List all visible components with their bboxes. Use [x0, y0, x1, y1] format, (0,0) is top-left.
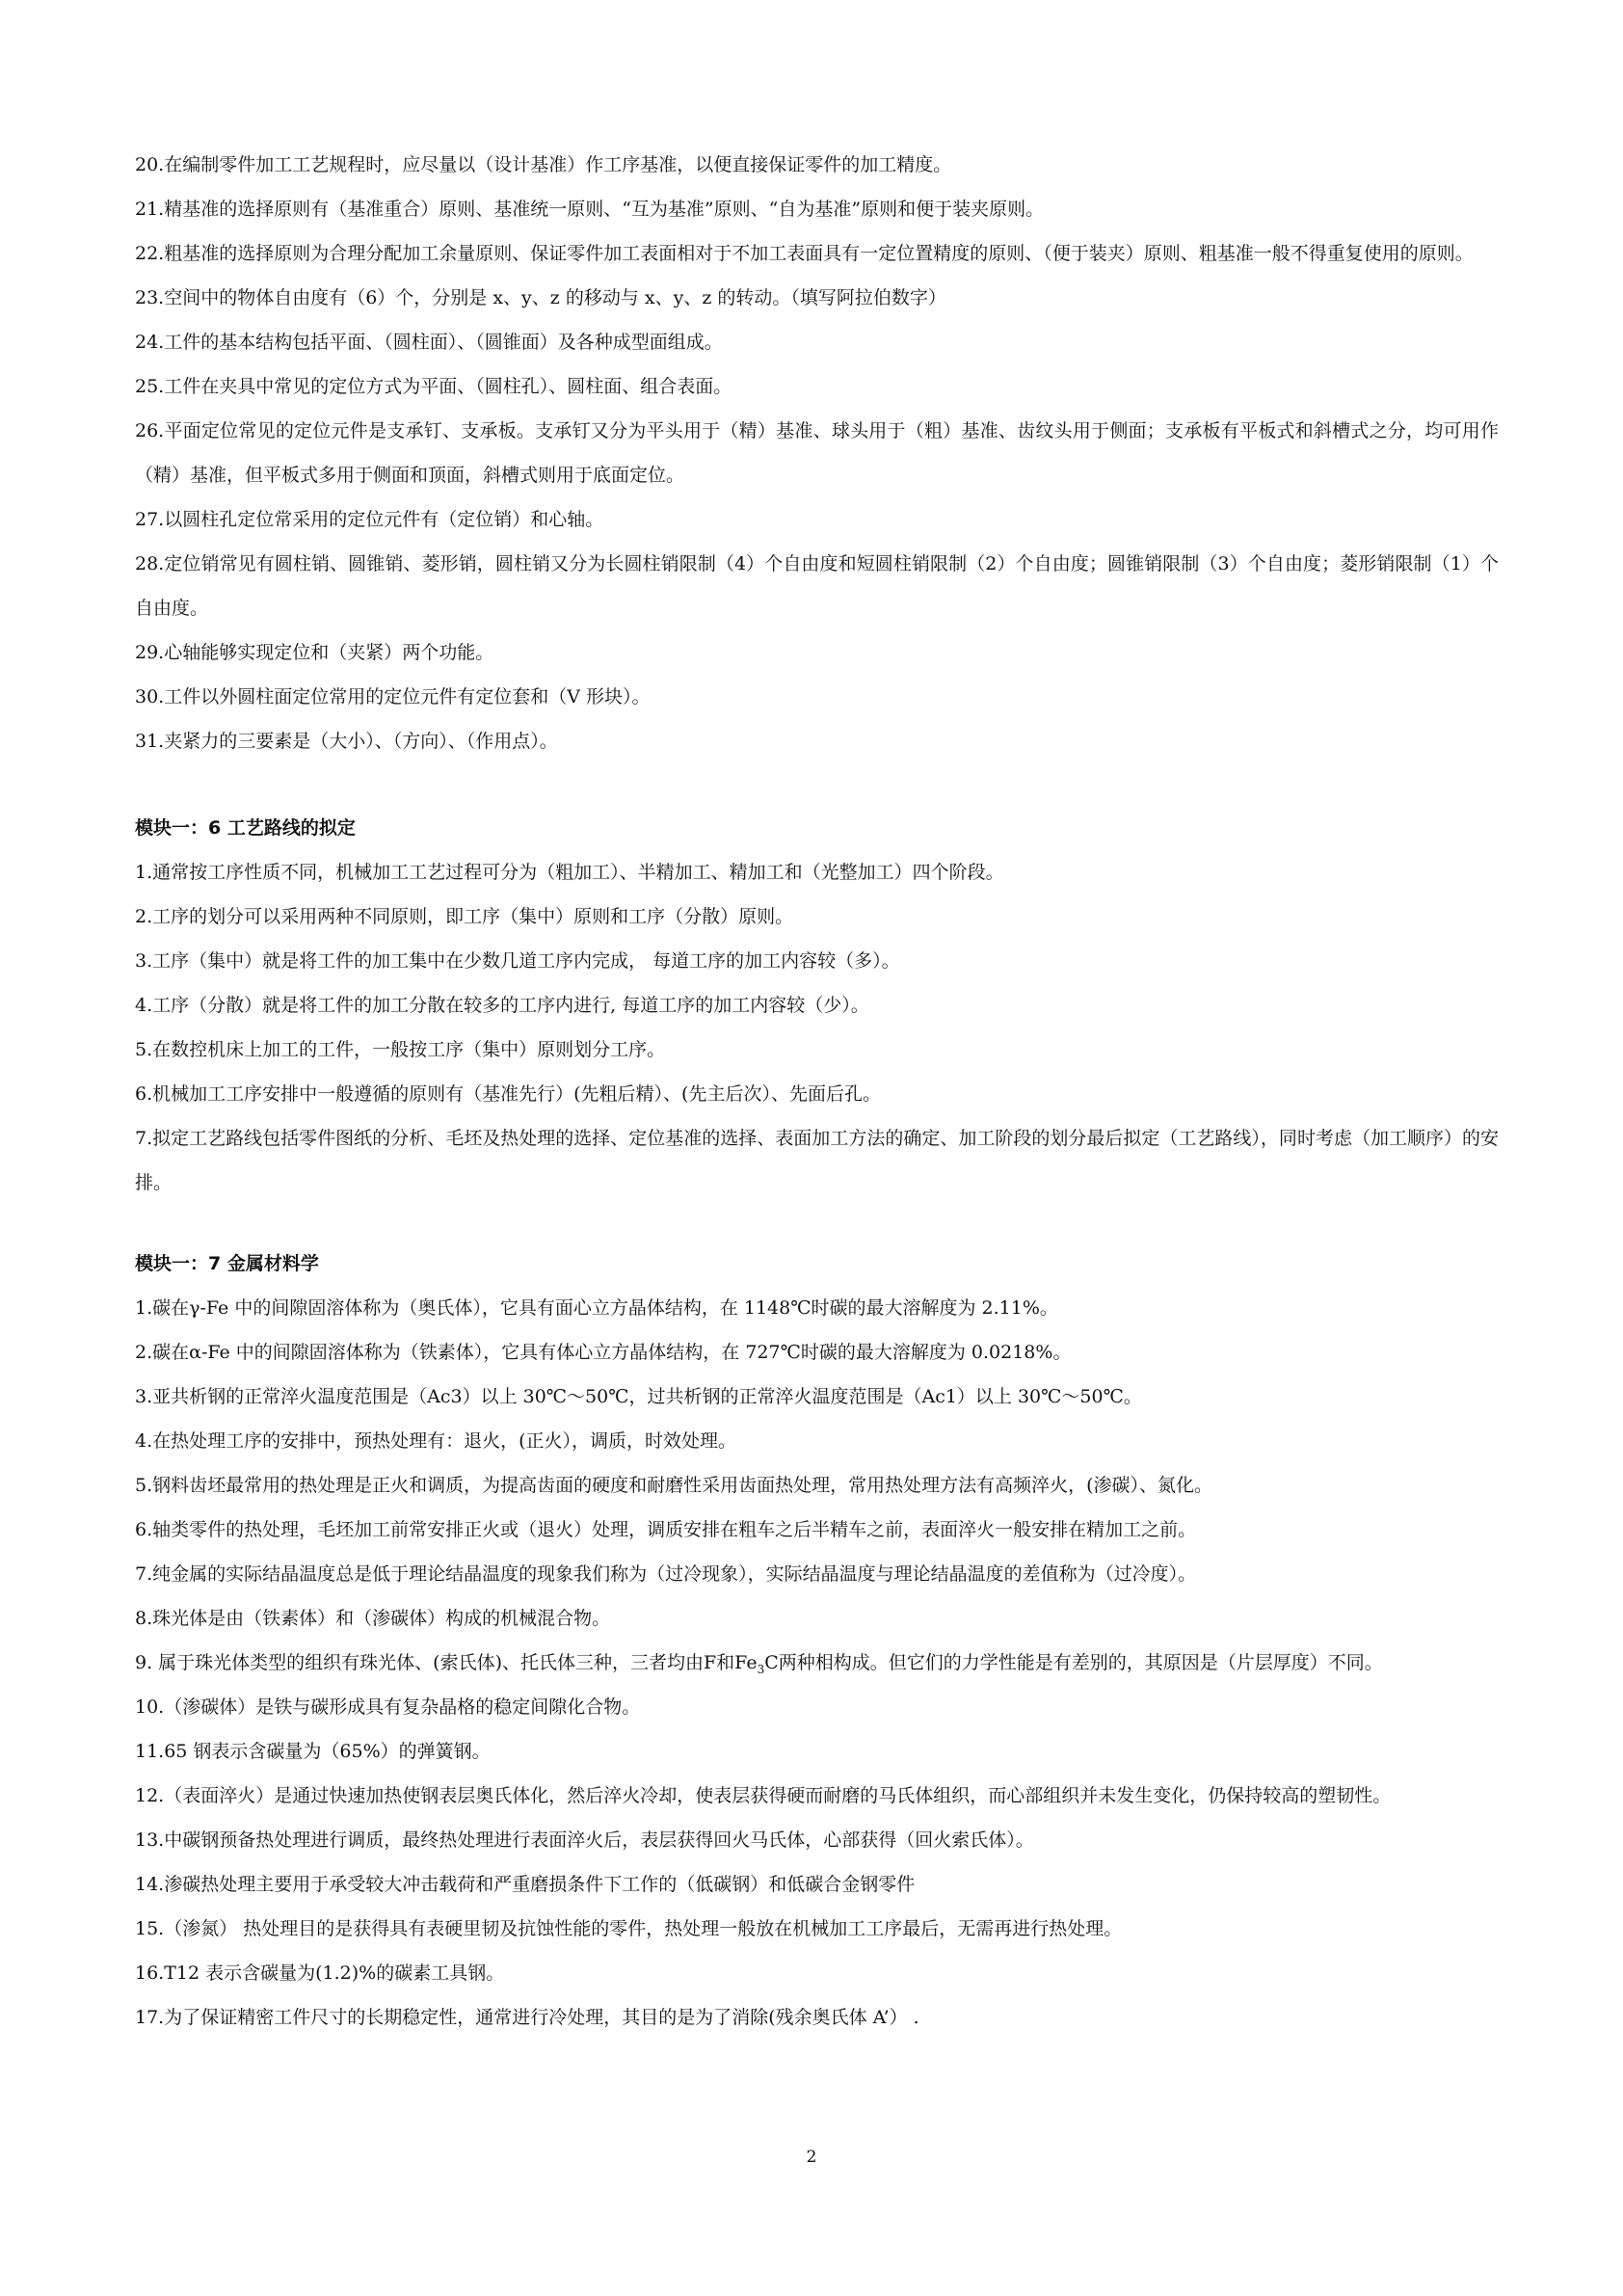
list-item	[135, 1641, 1499, 1685]
section-spacer	[135, 763, 1499, 806]
list-item: 1.通常按工序性质不同，机械加工工艺过程可分为（粗加工）、半精加工、精加工和（光整加工）四个阶段。	[135, 862, 1004, 883]
list-item: 6.机械加工工序安排中一般遵循的原则有（基准先行）(先粗后精）、(先主后次）、先面后孔。	[135, 1083, 881, 1105]
list-item: 4.工序（分散）就是将工件的加工分散在较多的工序内进行, 每道工序的加工内容较（少）。	[135, 995, 869, 1016]
list-item: 4.在热处理工序的安排中，预热处理有：退火，(正火），调质，时效处理。	[135, 1430, 737, 1452]
list-item: 11.65 钢表示含碳量为（65%）的弹簧钢。	[135, 1741, 491, 1762]
page-number: 2	[806, 2148, 817, 2167]
list-item: 16.T12 表示含碳量为(1.2)%的碳素工具钢。	[135, 1962, 505, 1984]
list-item: 30.工件以外圆柱面定位常用的定位元件有定位套和（V 形块）。	[135, 686, 651, 707]
list-item: 3.亚共析钢的正常淬火温度范围是（Ac3）以上 30℃～50℃，过共析钢的正常淬火温度范围是（Ac1）以上 30℃～50℃。	[135, 1386, 1142, 1407]
list-item: 22.粗基准的选择原则为合理分配加工余量原则、保证零件加工表面相对于不加工表面具有一定位置精度的原则、（便于装夹）原则、粗基准一般不得重复使用的原则。	[135, 243, 1474, 264]
list-item: 23.空间中的物体自由度有（6）个，分别是 x、y、z 的移动与 x、y、z 的转动。（填写阿拉伯数字）	[135, 287, 946, 308]
list-item: 5.钢料齿坯最常用的热处理是正火和调质，为提高齿面的硬度和耐磨性采用齿面热处理，常用热处理方法有高频淬火，(渗碳）、氮化。	[135, 1475, 1213, 1496]
list-item: 7.拟定工艺路线包括零件图纸的分析、毛坯及热处理的选择、定位基准的选择、表面加工方法的确定、加工阶段的划分最后拟定（工艺路线），同时考虑（加工顺序）的安排。	[135, 1128, 1499, 1193]
list-item: 13.中碳钢预备热处理进行调质，最终热处理进行表面淬火后，表层获得回火马氏体，心部获得（回火索氏体）。	[135, 1829, 1034, 1851]
section-heading: 模块一：7 金属材料学	[135, 1253, 319, 1274]
list-item: 1.碳在γ-Fe 中的间隙固溶体称为（奥氏体），它具有面心立方晶体结构，在 1148℃时碳的最大溶解度为 2.11%。	[135, 1297, 1058, 1319]
list-item: 5.在数控机床上加工的工件，一般按工序（集中）原则划分工序。	[135, 1039, 666, 1060]
subscript-text: 3	[757, 1662, 765, 1676]
list-item: 21.精基准的选择原则有（基准重合）原则、基准统一原则、“互为基准”原则、“自为基准”原则和便于装夹原则。	[135, 199, 1045, 220]
list-item: 29.心轴能够实现定位和（夹紧）两个功能。	[135, 642, 494, 663]
page-content	[135, 143, 1499, 2040]
list-item: 15.（渗氮） 热处理目的是获得具有表硬里韧及抗蚀性能的零件，热处理一般放在机械加工工序最后，无需再进行热处理。	[135, 1918, 1123, 1939]
list-item: 2.碳在α-Fe 中的间隙固溶体称为（铁素体），它具有体心立方晶体结构，在 727℃时碳的最大溶解度为 0.0218%。	[135, 1342, 1072, 1363]
list-item: 10.（渗碳体）是铁与碳形成具有复杂晶格的稳定间隙化合物。	[135, 1696, 641, 1718]
list-item: 6.轴类零件的热处理，毛坯加工前常安排正火或（退火）处理，调质安排在粗车之后半精车之前，表面淬火一般安排在精加工之前。	[135, 1519, 1197, 1540]
list-item: 2.工序的划分可以采用两种不同原则，即工序（集中）原则和工序（分散）原则。	[135, 906, 794, 927]
list-item: 3.工序（集中）就是将工件的加工集中在少数几道工序内完成， 每道工序的加工内容较（多）。	[135, 950, 900, 972]
list-item: 12.（表面淬火）是通过快速加热使钢表层奥氏体化，然后淬火冷却，使表层获得硬而耐磨的马氏体组织，而心部组织并未发生变化，仍保持较高的塑韧性。	[135, 1785, 1392, 1806]
section-heading: 模块一：6 工艺路线的拟定	[135, 817, 356, 839]
list-item: 24.工件的基本结构包括平面、（圆柱面）、（圆锥面）及各种成型面组成。	[135, 332, 723, 353]
list-item-text: 9. 属于珠光体类型的组织有珠光体、(索氏体)、托氏体三种，三者均由F和Fe	[135, 1652, 758, 1673]
list-item: 20.在编制零件加工工艺规程时，应尽量以（设计基准）作工序基准，以便直接保证零件的加工精度。	[135, 154, 952, 175]
list-item: 27.以圆柱孔定位常采用的定位元件有（定位销）和心轴。	[135, 509, 604, 530]
list-item: 31.夹紧力的三要素是（大小）、（方向）、（作用点）。	[135, 731, 558, 752]
list-item: 26.平面定位常见的定位元件是支承钉、支承板。支承钉又分为平头用于（精）基准、球头用于（粗）基准、齿纹头用于侧面；支承板有平板式和斜槽式之分，均可用作（精）基准，但平板式多用于侧面和顶面，斜槽式则用于底面定位。	[135, 420, 1499, 486]
section-spacer	[135, 1205, 1499, 1241]
list-item: 25.工件在夹具中常见的定位方式为平面、（圆柱孔）、圆柱面、组合表面。	[135, 376, 732, 397]
list-item-text: C两种相构成。但它们的力学性能是有差别的，其原因是（片层厚度）不同。	[764, 1652, 1383, 1673]
list-item: 28.定位销常见有圆柱销、圆锥销、菱形销，圆柱销又分为长圆柱销限制（4）个自由度和短圆柱销限制（2）个自由度；圆锥销限制（3）个自由度；菱形销限制（1）个自由度。	[135, 553, 1499, 619]
list-item: 14.渗碳热处理主要用于承受较大冲击载荷和严重磨损条件下工作的（低碳钢）和低碳合金钢零件	[135, 1874, 916, 1895]
list-item: 17.为了保证精密工件尺寸的长期稳定性，通常进行冷处理，其目的是为了消除(残余奥氏体 A’） .	[135, 2007, 919, 2028]
list-item: 8.珠光体是由（铁素体）和（渗碳体）构成的机械混合物。	[135, 1608, 611, 1629]
list-item: 7.纯金属的实际结晶温度总是低于理论结晶温度的现象我们称为（过冷现象），实际结晶温度与理论结晶温度的差值称为（过冷度）。	[135, 1563, 1197, 1585]
